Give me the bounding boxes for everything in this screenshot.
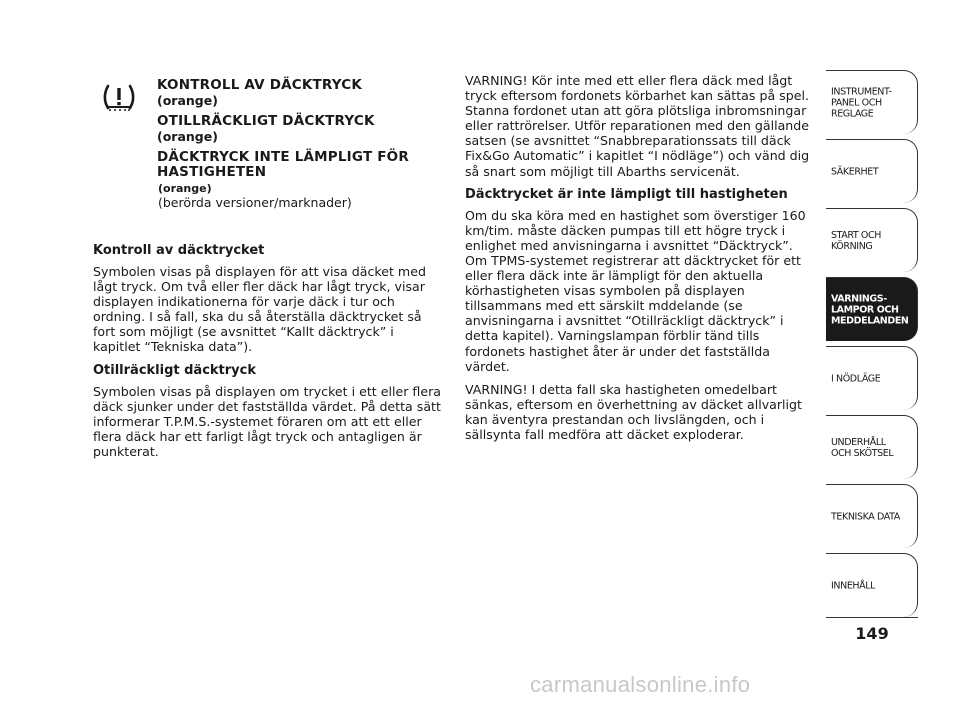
tab-instrument-panel[interactable]	[826, 70, 918, 134]
header-sub-1: (orange)	[157, 93, 218, 108]
tab-safety[interactable]	[826, 139, 918, 203]
tab-label: I NÖDLÄGE	[831, 373, 881, 384]
tab-label: START OCH KÖRNING	[831, 229, 881, 252]
header-sub-3: (orange)	[158, 182, 212, 195]
header-title-2: OTILLRÄCKLIGT DÄCKTRYCK	[157, 113, 375, 129]
header-title-3: DÄCKTRYCK INTE LÄMPLIGT FÖR HASTIGHETEN	[157, 149, 409, 180]
warning-paragraph-2: VARNING! I detta fall ska hastigheten omedelbart sänkas, eftersom en överhettning av däcket allvarligt kan äventyra prestandan och livslängden, och i sällsynta fall medföra att däcket exploderar.	[465, 381, 802, 442]
tab-label: SÄKERHET	[831, 166, 879, 177]
warning-header	[157, 78, 457, 210]
tire-pressure-warning-icon	[101, 83, 137, 113]
header-title-1: KONTROLL AV DÄCKTRYCK	[157, 77, 363, 93]
heading-tire-pressure-check: Kontroll av däcktrycket	[93, 243, 265, 258]
tab-emergency[interactable]	[826, 346, 918, 410]
tab-start-driving[interactable]	[826, 208, 918, 272]
tab-maintenance[interactable]	[826, 415, 918, 479]
tab-index[interactable]	[826, 553, 918, 617]
tab-label: INNEHÅLL	[831, 580, 876, 591]
header-sub-2: (orange)	[157, 129, 218, 144]
paragraph-speed-pressure-2: Om TPMS-systemet registrerar att däcktrycket för ett eller flera däck inte är lämpligt för den aktuella körhastigheten visas symbolen på displayen tillsammans med ett särskilt mddelande (se anvisningarna i avsnittet “Otillräckligt däcktryck” i detta kapitel). Varningslampan förblir tänd tills fordonets hastighet åter är under det fastställda värdet.	[465, 252, 801, 374]
tab-label: VARNINGS- LAMPOR OCH MEDDELANDEN	[831, 293, 909, 326]
warning-paragraph-1: VARNING! Kör inte med ett eller flera däck med lågt tryck eftersom fordonets körbarhet kan sättas på spel. Stanna fordonet utan att göra plötsliga inbromsningar eller rattrörelser. Utför reparationen med den gällande satsen (se avsnittet “Snabbreparationssats till däck Fix&Go Automatic” i kapitlet “I nödläge”) och vänd dig så snart som möjligt till Abarths servicenät.	[465, 73, 810, 179]
left-column	[93, 243, 445, 467]
heading-speed-pressure: Däcktrycket är inte lämpligt till hastigheten	[465, 186, 788, 202]
watermark: carmanualsonline.info	[530, 672, 751, 697]
paragraph-tire-pressure-check: Symbolen visas på displayen för att visa däcket med lågt tryck. Om två eller fler däck har lågt tryck, visar displayen indikationerna för varje däck i tur och ordning. I så fall, ska du så återställa däcktrycket så fort som möjligt (se avsnittet “Kallt däcktryck” i kapitlet “Tekniska data”).	[93, 264, 426, 355]
tab-label: TEKNISKA DATA	[831, 511, 900, 522]
tab-warning-lamps[interactable]	[826, 277, 918, 341]
header-note: (berörda versioner/marknader)	[158, 195, 352, 210]
nav-divider	[826, 617, 918, 618]
tab-label: INSTRUMENT- PANEL OCH REGLAGE	[831, 86, 892, 119]
tab-technical-data[interactable]	[826, 484, 918, 548]
paragraph-speed-pressure-1: Om du ska köra med en hastighet som överstiger 160 km/tim. måste däcken pumpas till ett högre tryck i enlighet med anvisningarna i avsnittet “Däcktryck”.	[465, 207, 806, 253]
tab-label: UNDERHÅLL OCH SKÖTSEL	[831, 436, 894, 459]
paragraph-insufficient-pressure: Symbolen visas på displayen om trycket i ett eller flera däck sjunker under det fastställda värdet. På detta sätt informerar T.P.M.S.-systemet föraren om att ett eller flera däck har ett farligt lågt tryck och antagligen är punkterat.	[93, 383, 441, 459]
heading-insufficient-pressure: Otillräckligt däcktryck	[93, 362, 257, 378]
right-column	[465, 73, 813, 450]
chapter-nav	[826, 70, 918, 622]
page-number: 149	[855, 624, 889, 643]
